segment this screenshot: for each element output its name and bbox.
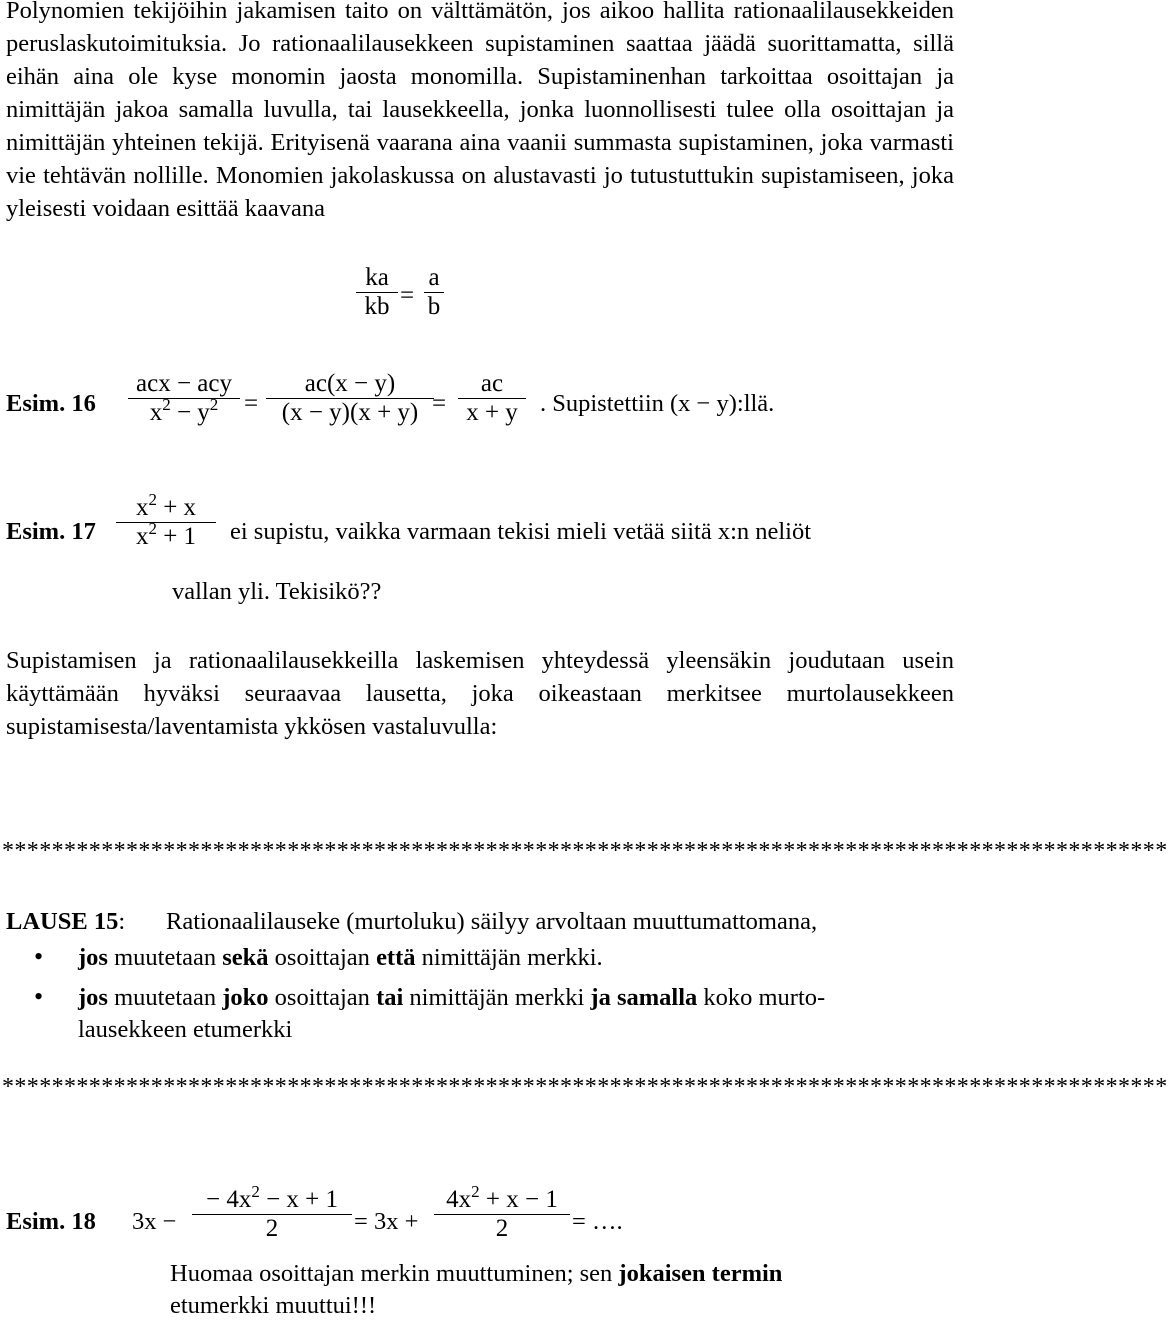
theorem-label: LAUSE 15	[6, 908, 119, 935]
formula-left-fraction: ka kb	[356, 264, 398, 321]
example16-note: . Supistettiin (x − y):llä.	[540, 390, 775, 417]
stars-divider-bottom: **********************************************************************************************	[2, 1074, 1168, 1100]
example18-prefix: 3x −	[132, 1208, 177, 1235]
example16-fraction-1: acx − acy $x^2 - y^2$	[128, 370, 240, 427]
formula-right-fraction: a b	[424, 264, 444, 321]
example17-label: Esim. 17	[6, 518, 96, 545]
theorem-statement: Rationaalilauseke (murtoluku) säilyy arvoltaan muuttumattomana,	[166, 908, 818, 935]
example17-fraction	[116, 490, 216, 551]
example18-note: Huomaa osoittajan merkin muuttuminen; sen jokaisen termin	[170, 1260, 783, 1287]
theorem-colon: :	[118, 908, 126, 935]
example16-label: Esim. 16	[6, 390, 96, 417]
theorem-bullet-1: jos muutetaan sekä osoittajan että nimittäjän merkki.	[78, 944, 603, 971]
theorem-bullet-2-line-2: lausekkeen etumerkki	[78, 1016, 293, 1043]
paragraph-2: Supistamisen ja rationaalilausekkeilla laskemisen yhteydessä yleensäkin joudutaan usein käyttämään hyväksi seuraavaa lausetta, joka oikeastaan merkitsee murtolausekkeen supistamisesta/laventamista ykkösen vastaluvulla:	[6, 647, 954, 740]
bullet-dot: •	[34, 942, 44, 971]
example16-fraction-3: ac x + y	[458, 370, 526, 427]
example18-middle: = 3x +	[354, 1208, 419, 1235]
example17-text-2: vallan yli. Tekisikö??	[172, 578, 382, 605]
theorem-bullet-2: jos muutetaan joko osoittajan tai nimittäjän merkki ja samalla koko murto-	[78, 984, 826, 1011]
example16-fraction-2: ac(x − y) (x − y)(x + y)	[266, 370, 434, 427]
example18-f2-numerator: $4x^2 + x - 1$	[446, 1182, 558, 1213]
example18-fraction-1	[192, 1182, 352, 1243]
intro-paragraph: Polynomien tekijöihin jakamisen taito on välttämätön, jos aikoo hallita rationaalilausekkeiden peruslaskutoimituksia. Jo rationaalilausekkeen supistaminen saattaa jäädä suorittamatta, sillä eihän aina ole kyse monomin jaosta monomilla. Supistaminenhan tarkoittaa osoittajan ja nimittäjän jakoa samalla luvulla, tai lausekkeella, jonka luonnollisesti tulee olla osoittajan ja nimittäjän yhteinen tekijä. Erityisenä vaarana aina vaanii summasta supistaminen, joka varmasti vie tehtävän nollille. Monomien jakolaskussa on alustavasti jo tutustuttukin supistamiseen, joka yleisesti voidaan esittää kaavana	[6, 0, 954, 222]
stars-divider-top: **********************************************************************************************	[2, 838, 1168, 864]
example17-numerator: $x^2 + x$	[135, 490, 197, 521]
equals-sign: =	[432, 390, 447, 417]
example18-fraction-2: $4x^2 + x - 1$ 2	[434, 1186, 570, 1243]
theorem-heading	[6, 908, 125, 936]
formula-equals: =	[400, 282, 415, 309]
example18-label: Esim. 18	[6, 1208, 96, 1235]
bullet-dot: •	[34, 982, 44, 1011]
example18-f1-denominator: 2	[265, 1215, 279, 1242]
example17-denominator: $x^2 + 1$	[135, 519, 197, 550]
example17-text: ei supistu, vaikka varmaan tekisi mieli vetää siitä x:n neliöt	[230, 518, 812, 545]
equals-sign: =	[244, 390, 259, 417]
example18-note-line-2: etumerkki muuttui!!!	[170, 1292, 377, 1319]
example16-f1-denominator: $x^2 - y^2$	[149, 395, 219, 426]
example18-end: = ….	[572, 1208, 623, 1235]
example18-f1-numerator: − $4x^2 - x + 1$	[205, 1182, 339, 1213]
